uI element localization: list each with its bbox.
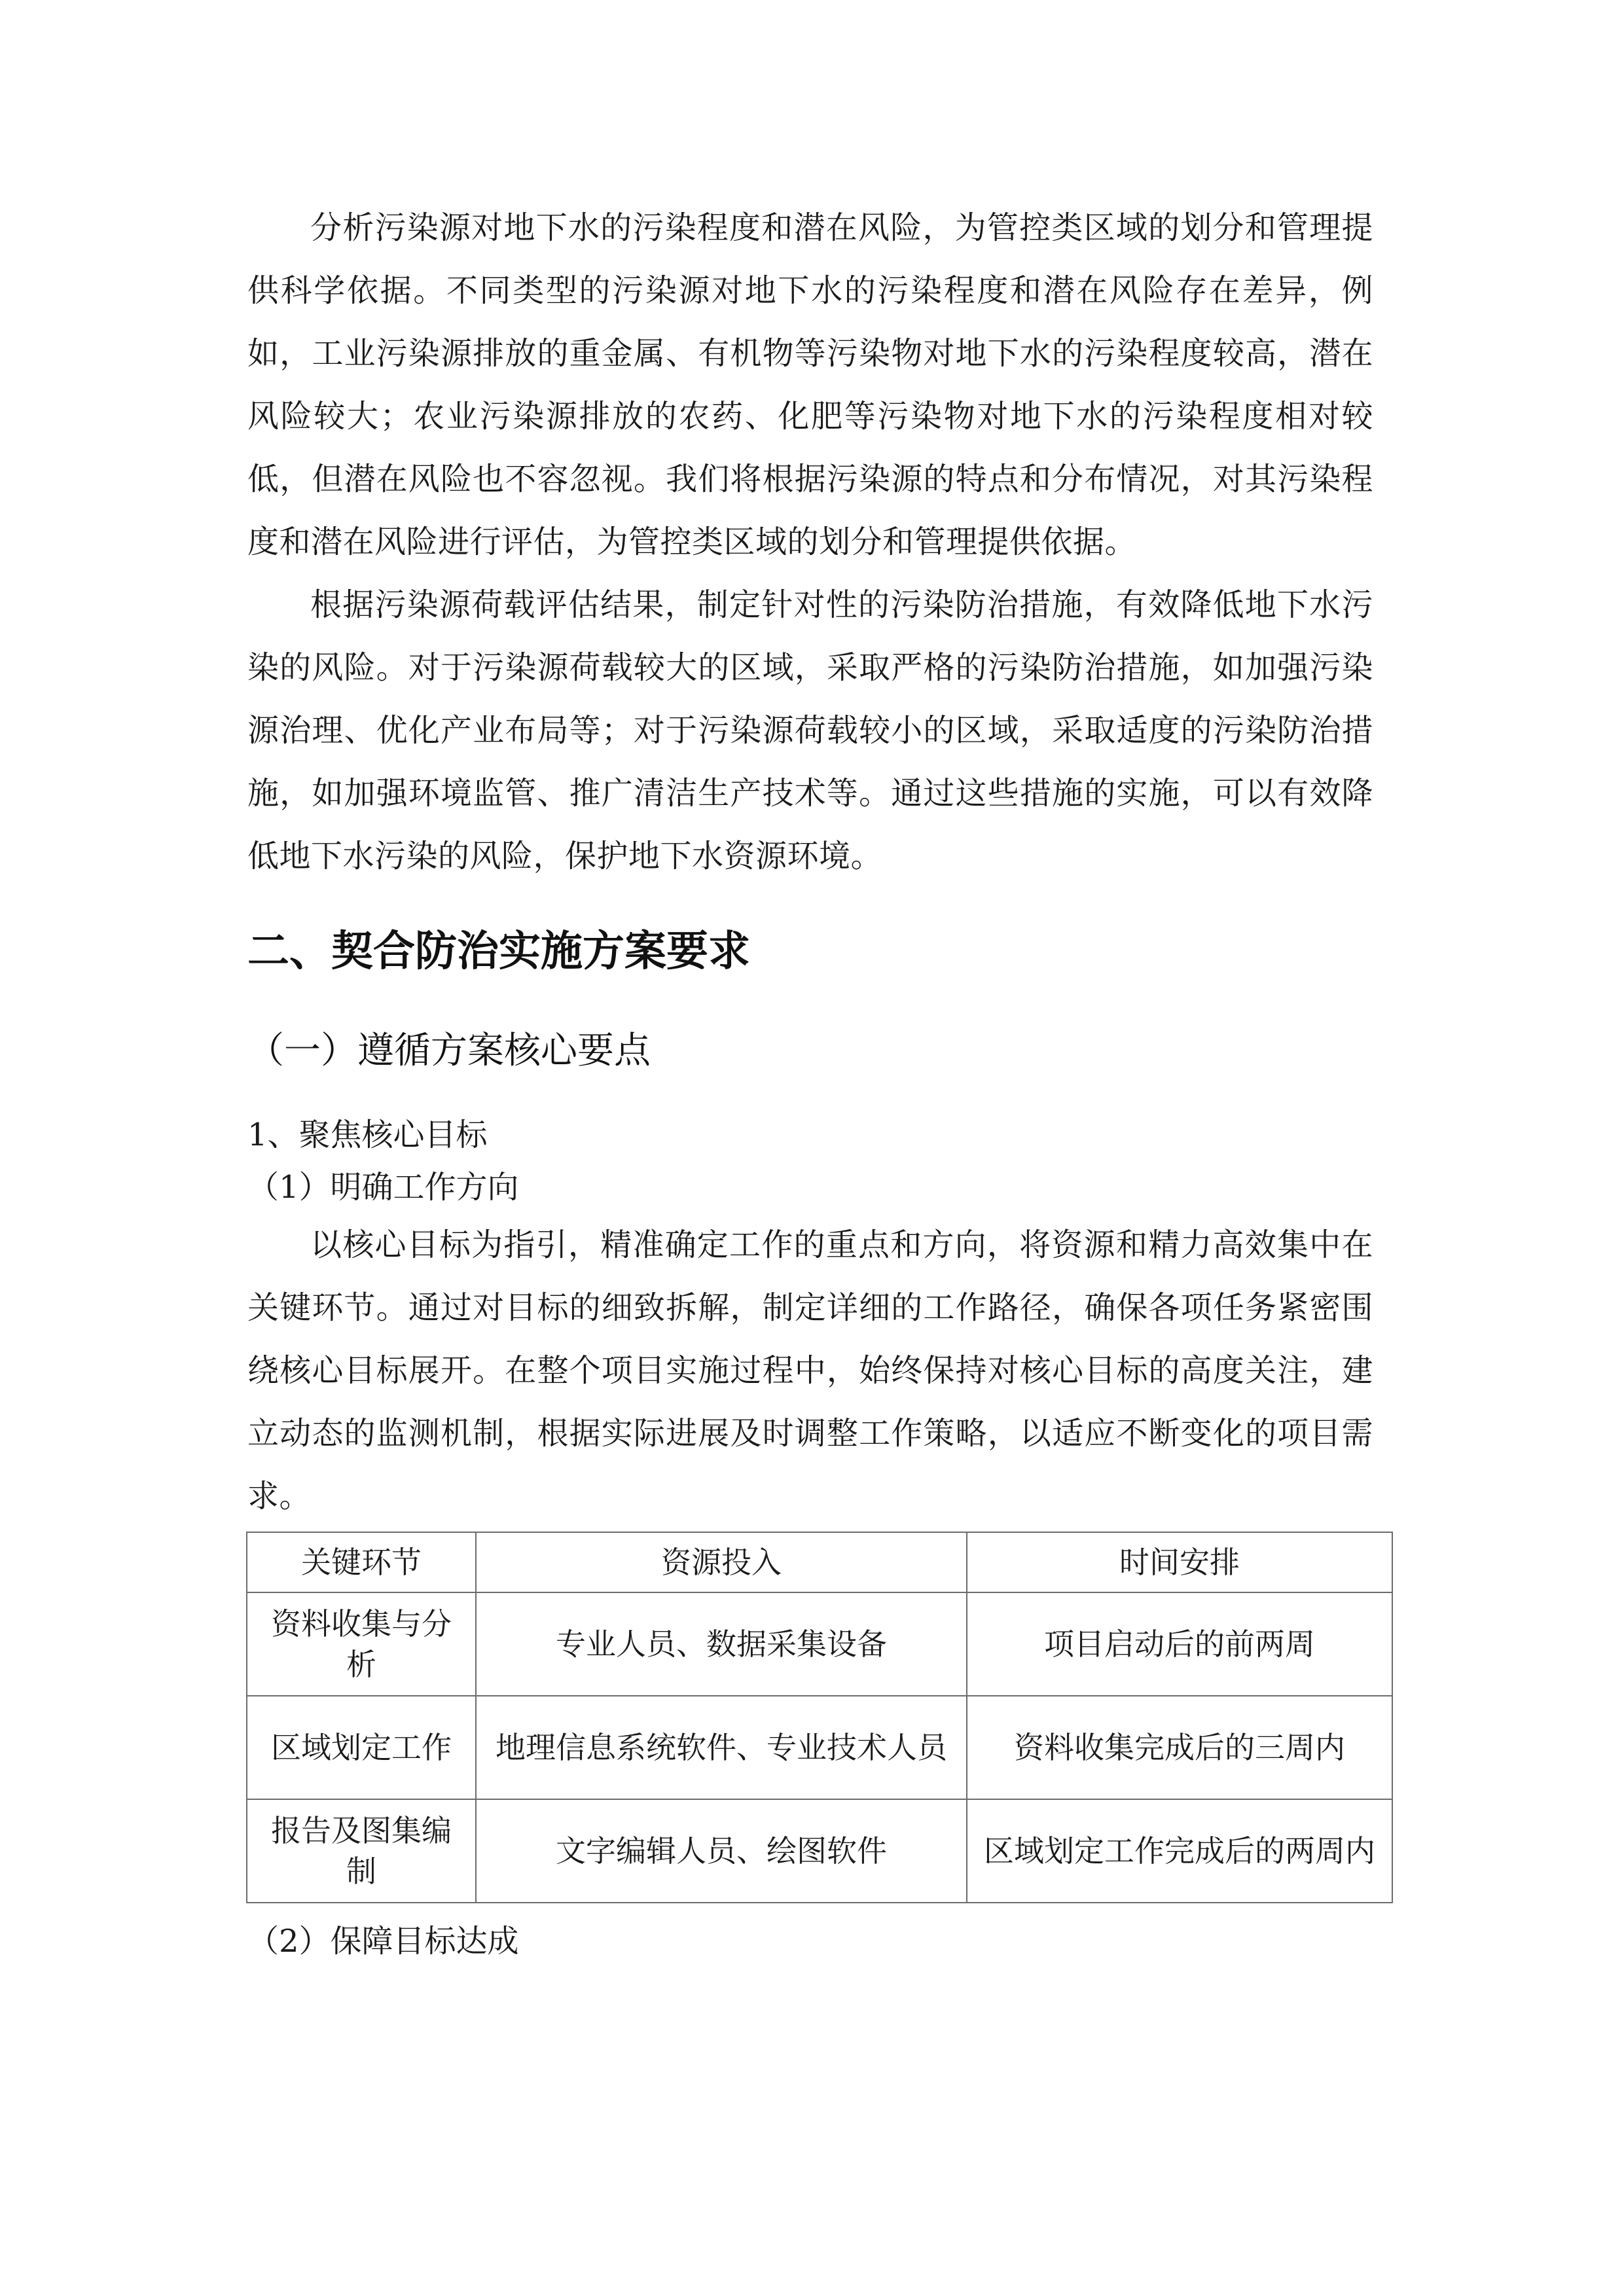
body-paragraph: 分析污染源对地下水的污染程度和潜在风险，为管控类区域的划分和管理提供科学依据。不同类型的污染源对地下水的污染程度和潜在风险存在差异，例如，工业污染源排放的重金属、有机物等污染物对地下水的污染程度较高，潜在风险较大；农业污染源排放的农药、化肥等污染物对地下水的污染程度相对较低，但潜在风险也不容忽视。我们将根据污染源的特点和分布情况，对其污染程度和潜在风险进行评估，为管控类区域的划分和管理提供依据。: [247, 209, 1373, 560]
resource-schedule-table: [246, 1532, 1393, 1903]
table-header-cell: 关键环节: [247, 1532, 476, 1592]
subitem-heading: （2）保障目标达成: [247, 1923, 519, 1960]
table-cell: 地理信息系统软件、专业技术人员: [476, 1696, 967, 1799]
table-header-row: [247, 1532, 1392, 1592]
body-paragraph: 以核心目标为指引，精准确定工作的重点和方向，将资源和精力高效集中在关键环节。通过对目标的细致拆解，制定详细的工作路径，确保各项任务紧密围绕核心目标展开。在整个项目实施过程中，始终保持对核心目标的高度关注，建立动态的监测机制，根据实际进展及时调整工作策略，以适应不断变化的项目需求。: [247, 1227, 1373, 1515]
table-header-cell: 时间安排: [967, 1532, 1392, 1592]
table-cell: 区域划定工作完成后的两周内: [967, 1799, 1392, 1903]
table-cell: 项目启动后的前两周: [967, 1592, 1392, 1696]
table-cell: 专业人员、数据采集设备: [476, 1592, 967, 1696]
subsection-heading: （一）遵循方案核心要点: [247, 1030, 651, 1072]
item-heading: 1、聚焦核心目标: [247, 1117, 488, 1153]
table-cell: 报告及图集编制: [247, 1799, 476, 1903]
table-cell: 文字编辑人员、绘图软件: [476, 1799, 967, 1903]
table-row: [247, 1799, 1392, 1903]
table-header-cell: 资源投入: [476, 1532, 967, 1592]
table-cell: 资料收集与分析: [247, 1592, 476, 1696]
section-heading: 二、契合防治实施方案要求: [247, 927, 750, 976]
table-cell: 资料收集完成后的三周内: [967, 1696, 1392, 1799]
table-row: [247, 1592, 1392, 1696]
page-content: [247, 196, 1373, 1967]
body-paragraph: 根据污染源荷载评估结果，制定针对性的污染防治措施，有效降低地下水污染的风险。对于污染源荷载较大的区域，采取严格的污染防治措施，如加强污染源治理、优化产业布局等；对于污染源荷载较小的区域，采取适度的污染防治措施，如加强环境监管、推广清洁生产技术等。通过这些措施的实施，可以有效降低地下水污染的风险，保护地下水资源环境。: [247, 586, 1373, 874]
subitem-heading: （1）明确工作方向: [247, 1169, 519, 1206]
table-row: [247, 1696, 1392, 1799]
table-cell: 区域划定工作: [247, 1696, 476, 1799]
